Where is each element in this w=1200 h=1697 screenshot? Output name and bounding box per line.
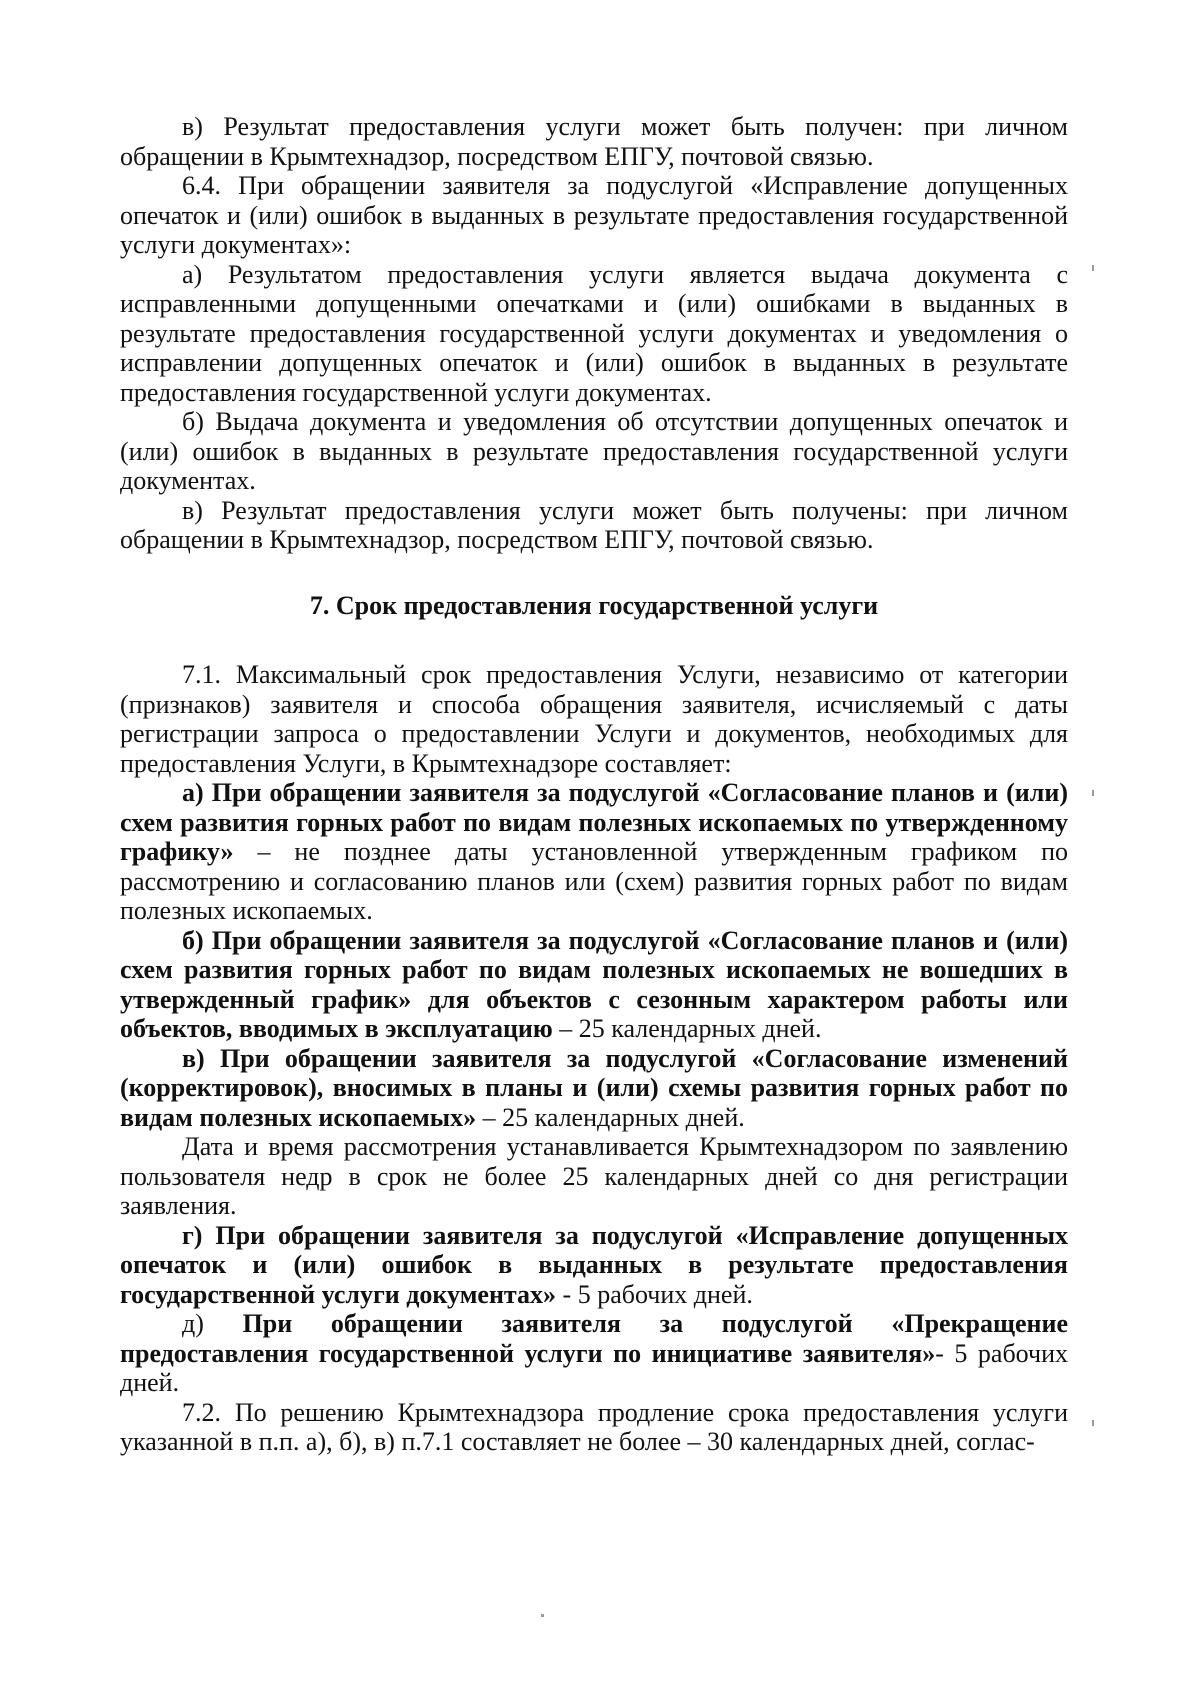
clause-7-1-g — [120, 1221, 1068, 1310]
section-7-heading: 7. Срок предоставления государственной услуги — [309, 590, 879, 620]
clause-6-4-v: в) Результат предоставления услуги может быть получены: при личном обращении в Крымтехнадзор, посредством ЕПГУ, почтовой связью. — [120, 495, 1068, 554]
clause-7-1-b — [120, 926, 1068, 1044]
clause-7-1-g-text: - 5 рабочих дней. — [556, 1279, 753, 1309]
clause-6-4-a: а) Результатом предоставления услуги является выдача документа с исправленными допущенными опечатками и (или) ошибками в выданных в результате предоставления государственной услуги документах и уведомления о исправлении допущенных опечаток и (или) ошибок в выданных в результате предоставления государственной услуги документах. — [120, 259, 1068, 407]
review-date-paragraph: Дата и время рассмотрения устанавливается Крымтехнадзором по заявлению пользователя недр в срок не более 25 календарных дней со дня регистрации заявления. — [120, 1132, 1068, 1220]
document-body — [120, 112, 1068, 1457]
clause-7-1-v-bold: в) При обращении заявителя за подуслугой «Согласование изменений (корректировок), вносимых в планы и (или) схемы развития горных работ по видам полезных ископаемых» — [120, 1043, 1068, 1132]
clause-7-1-a-text: – не позднее даты установленной утвержденным графиком по рассмотрению и согласованию планов или (схем) развития горных работ по видам полезных ископаемых. — [120, 837, 1068, 925]
result-channels-paragraph: в) Результат предоставления услуги может быть получен: при личном обращении в Крымтехнадзор, посредством ЕПГУ, почтовой связью. — [120, 112, 1068, 171]
clause-7-1-d — [120, 1309, 1068, 1398]
scan-speck-bottom — [541, 1614, 544, 1617]
clause-7-1-b-text: – 25 календарных дней. — [552, 1014, 822, 1043]
clause-7-1-d-text: - 5 рабочих дней. — [120, 1338, 1068, 1397]
clause-7-2: 7.2. По решению Крымтехнадзора продление срока предоставления услуги указанной в п.п. а), б), в) п.7.1 составляет не более – 30 календарных дней, соглас- — [120, 1397, 1068, 1456]
clause-7-1-b-bold: б) При обращении заявителя за подуслугой «Согласование планов и (или) схем развития горных работ по видам полезных ископаемых не вошедших в утвержденный график» для объектов с сезонным характером работы или объектов, вводимых в эксплуатацию — [120, 925, 1068, 1043]
clause-7-1-v — [120, 1044, 1068, 1133]
clause-7-1-v-text: – 25 календарных дней. — [476, 1102, 745, 1132]
clause-7-1: 7.1. Максимальный срок предоставления Услуги, независимо от категории (признаков) заявителя и способа обращения заявителя, исчисляемый с даты регистрации запроса о предоставлении Услуги и документов, необходимых для предоставления Услуги, в Крымтехнадзоре составляет: — [120, 660, 1068, 778]
clause-7-1-a-bold: а) При обращении заявителя за подуслугой «Согласование планов и (или) схем развития горных работ по видам полезных ископаемых по утвержденному графику» — [120, 778, 1068, 866]
clause-7-1-d-bold: При обращении заявителя за подуслугой «Прекращение предоставления государственной услуги по инициативе заявителя» — [120, 1309, 1069, 1368]
clause-7-1-d-lead: д) — [182, 1309, 243, 1338]
clause-7-1-a — [120, 778, 1068, 926]
clause-6-4-b: б) Выдача документа и уведомления об отсутствии допущенных опечаток и (или) ошибок в выданных в результате предоставления государственной услуги документах. — [120, 407, 1068, 495]
scan-speck-low — [1092, 1420, 1094, 1426]
scan-speck-mid — [1092, 790, 1094, 796]
clause-6-4: 6.4. При обращении заявителя за подуслугой «Исправление допущенных опечаток и (или) ошибок в выданных в результате предоставления государственной услуги документах»: — [120, 171, 1068, 259]
scan-speck-top — [1092, 265, 1094, 271]
clause-7-1-g-bold: г) При обращении заявителя за подуслугой «Исправление допущенных опечаток и (или) ошибок в выданных в результате предоставления государственной услуги документах» — [120, 1220, 1068, 1309]
